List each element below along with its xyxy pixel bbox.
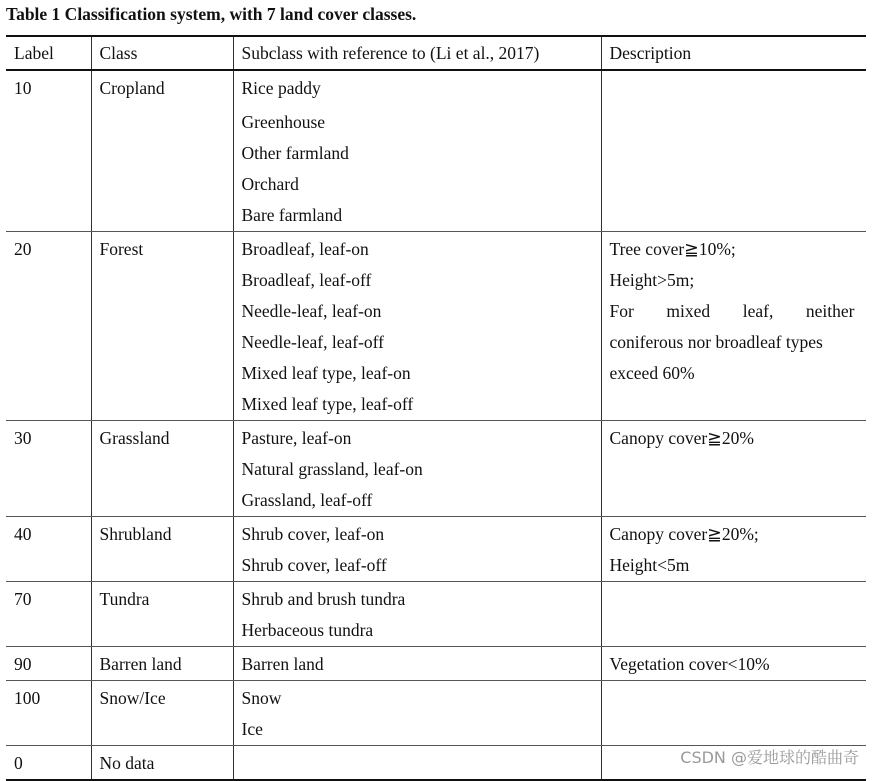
- subclass-item: Snow: [241, 688, 282, 708]
- cell-class: Snow/Ice: [91, 681, 233, 746]
- description-line: Canopy cover≧20%;: [609, 524, 759, 544]
- subclass-item: Needle-leaf, leaf-off: [241, 332, 384, 352]
- subclass-item: Greenhouse: [241, 112, 326, 132]
- cell-description: [601, 70, 866, 232]
- subclass-item: Grassland, leaf-off: [241, 490, 373, 510]
- description-line: Height<5m: [609, 555, 690, 575]
- description-line: exceed 60%: [609, 363, 695, 383]
- table-caption: Table 1 Classification system, with 7 land cover classes.: [6, 4, 417, 24]
- cell-label: 100: [6, 681, 91, 746]
- cell-description: [601, 647, 866, 681]
- cell-description: [601, 582, 866, 647]
- header-label: Label: [6, 36, 91, 70]
- description-line: Vegetation cover<10%: [609, 654, 770, 674]
- cell-subclass: [233, 647, 601, 681]
- subclass-item: Shrub cover, leaf-on: [241, 524, 385, 544]
- description-word: mixed: [666, 301, 711, 321]
- cell-description: [601, 517, 866, 582]
- cell-label: 90: [6, 647, 91, 681]
- table-row: [6, 421, 866, 517]
- subclass-item: Mixed leaf type, leaf-off: [241, 394, 414, 414]
- subclass-item: Orchard: [241, 174, 299, 194]
- description-word: neither: [805, 301, 855, 321]
- cell-class: No data: [91, 746, 233, 781]
- cell-subclass: [233, 582, 601, 647]
- table-row: [6, 582, 866, 647]
- subclass-item: Mixed leaf type, leaf-on: [241, 363, 411, 383]
- header-class: Class: [91, 36, 233, 70]
- cell-label: 70: [6, 582, 91, 647]
- cell-class: Forest: [91, 232, 233, 421]
- table-row: [6, 647, 866, 681]
- header-row: [6, 36, 866, 70]
- description-line: coniferous nor broadleaf types: [609, 332, 823, 352]
- cell-description: [601, 421, 866, 517]
- subclass-item: Other farmland: [241, 143, 349, 163]
- description-line: [610, 296, 855, 327]
- subclass-item: Barren land: [241, 654, 324, 674]
- cell-subclass: [233, 70, 601, 232]
- subclass-item: Pasture, leaf-on: [241, 428, 352, 448]
- subclass-item: Shrub cover, leaf-off: [241, 555, 387, 575]
- subclass-item: Rice paddy: [241, 78, 321, 98]
- cell-subclass: [233, 746, 601, 781]
- subclass-item: Herbaceous tundra: [241, 620, 374, 640]
- subclass-item: Needle-leaf, leaf-on: [241, 301, 382, 321]
- table-body: [6, 70, 866, 780]
- table-row: [6, 681, 866, 746]
- watermark: CSDN @爱地球的酷曲奇: [680, 748, 859, 767]
- land-cover-table: [6, 35, 866, 781]
- description-line: Height>5m;: [609, 270, 695, 290]
- description-line: Tree cover≧10%;: [609, 239, 736, 259]
- cell-subclass: [233, 232, 601, 421]
- table-row: [6, 232, 866, 421]
- header-description: Description: [601, 36, 866, 70]
- cell-subclass: [233, 421, 601, 517]
- subclass-item: Shrub and brush tundra: [241, 589, 406, 609]
- cell-label: 40: [6, 517, 91, 582]
- description-word: For: [609, 301, 634, 321]
- cell-label: 30: [6, 421, 91, 517]
- subclass-item: Broadleaf, leaf-on: [241, 239, 369, 259]
- cell-label: 20: [6, 232, 91, 421]
- cell-class: Shrubland: [91, 517, 233, 582]
- subclass-item: Ice: [241, 719, 263, 739]
- subclass-item: Natural grassland, leaf-on: [241, 459, 423, 479]
- cell-class: Tundra: [91, 582, 233, 647]
- cell-subclass: [233, 681, 601, 746]
- table-row: [6, 70, 866, 232]
- description-word: leaf,: [742, 301, 774, 321]
- cell-description: [601, 681, 866, 746]
- subclass-item: Broadleaf, leaf-off: [241, 270, 372, 290]
- cell-subclass: [233, 517, 601, 582]
- cell-class: Cropland: [91, 70, 233, 232]
- cell-class: Grassland: [91, 421, 233, 517]
- description-line: Canopy cover≧20%: [609, 428, 754, 448]
- cell-label: 0: [6, 746, 91, 781]
- cell-class: Barren land: [91, 647, 233, 681]
- subclass-item: Bare farmland: [241, 205, 343, 225]
- header-subclass: Subclass with reference to (Li et al., 2017): [233, 36, 601, 70]
- cell-label: 10: [6, 70, 91, 232]
- cell-description: [601, 232, 866, 421]
- table-row: [6, 517, 866, 582]
